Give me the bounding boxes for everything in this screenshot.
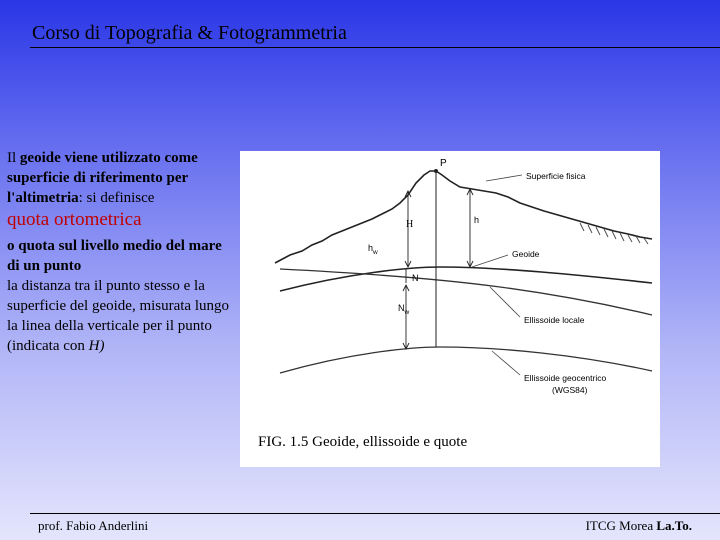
label-ellissoide-geocentrico: Ellissoide geocentrico xyxy=(524,373,607,383)
footer-school xyxy=(586,518,692,534)
slide-body xyxy=(7,148,232,356)
superficie-fisica-hatch xyxy=(580,223,648,244)
quota-ortometrica-term: quota ortometrica xyxy=(7,209,142,230)
footer-school-bold: La.To. xyxy=(656,518,692,533)
label-nw-main: N xyxy=(398,303,405,313)
label-hw-sub: w xyxy=(373,249,378,256)
label-geoide: Geoide xyxy=(512,249,540,259)
leader-locale xyxy=(490,287,520,317)
intro-bold: geoide viene utilizzato come superficie di riferimento per l'altimetria xyxy=(7,150,198,206)
definition-var: H) xyxy=(88,338,105,354)
header-divider xyxy=(30,47,720,48)
definition-paragraph xyxy=(7,276,232,356)
ellissoide-locale-curve xyxy=(280,269,652,315)
superficie-fisica-curve xyxy=(275,171,652,263)
slide-header xyxy=(0,0,720,48)
label-n: N xyxy=(412,273,419,283)
footer-divider xyxy=(30,513,720,514)
intro-suffix: : si definisce xyxy=(78,190,155,206)
intro-paragraph xyxy=(7,148,232,208)
label-nw xyxy=(398,303,410,316)
ellissoide-geocentrico-curve xyxy=(280,347,652,373)
label-h-upper: H xyxy=(406,219,414,230)
label-nw-sub: w xyxy=(404,309,410,316)
intro-prefix: Il xyxy=(7,150,20,166)
geoid-figure xyxy=(240,151,660,467)
label-superficie-fisica: Superficie fisica xyxy=(526,171,586,181)
leader-superficie xyxy=(486,175,522,181)
quota-subtitle: o quota sul livello medio del mare di un punto xyxy=(7,238,222,274)
point-p xyxy=(434,169,438,173)
geoid-diagram xyxy=(240,151,660,467)
label-hw-main: h xyxy=(368,243,374,253)
label-hw xyxy=(368,243,378,256)
label-h-lower: h xyxy=(474,215,480,225)
geoide-curve xyxy=(280,267,652,291)
footer-author: prof. Fabio Anderlini xyxy=(38,518,149,533)
footer-school-prefix: ITCG Morea xyxy=(585,518,657,533)
label-p: P xyxy=(440,158,447,169)
figure-caption: FIG. 1.5 Geoide, ellissoide e quote xyxy=(258,434,468,450)
definition-main: la distanza tra il punto stesso e la superficie del geoide, misurata lungo la linea della verticale per il punto (indicata con xyxy=(7,278,230,354)
label-ellissoide-locale: Ellissoide locale xyxy=(524,315,585,325)
slide-title: Corso di Topografia & Fotogrammetria xyxy=(32,22,347,44)
leader-geocentrico xyxy=(492,351,520,375)
leader-geoide xyxy=(472,255,508,267)
label-wgs84: (WGS84) xyxy=(552,385,588,395)
